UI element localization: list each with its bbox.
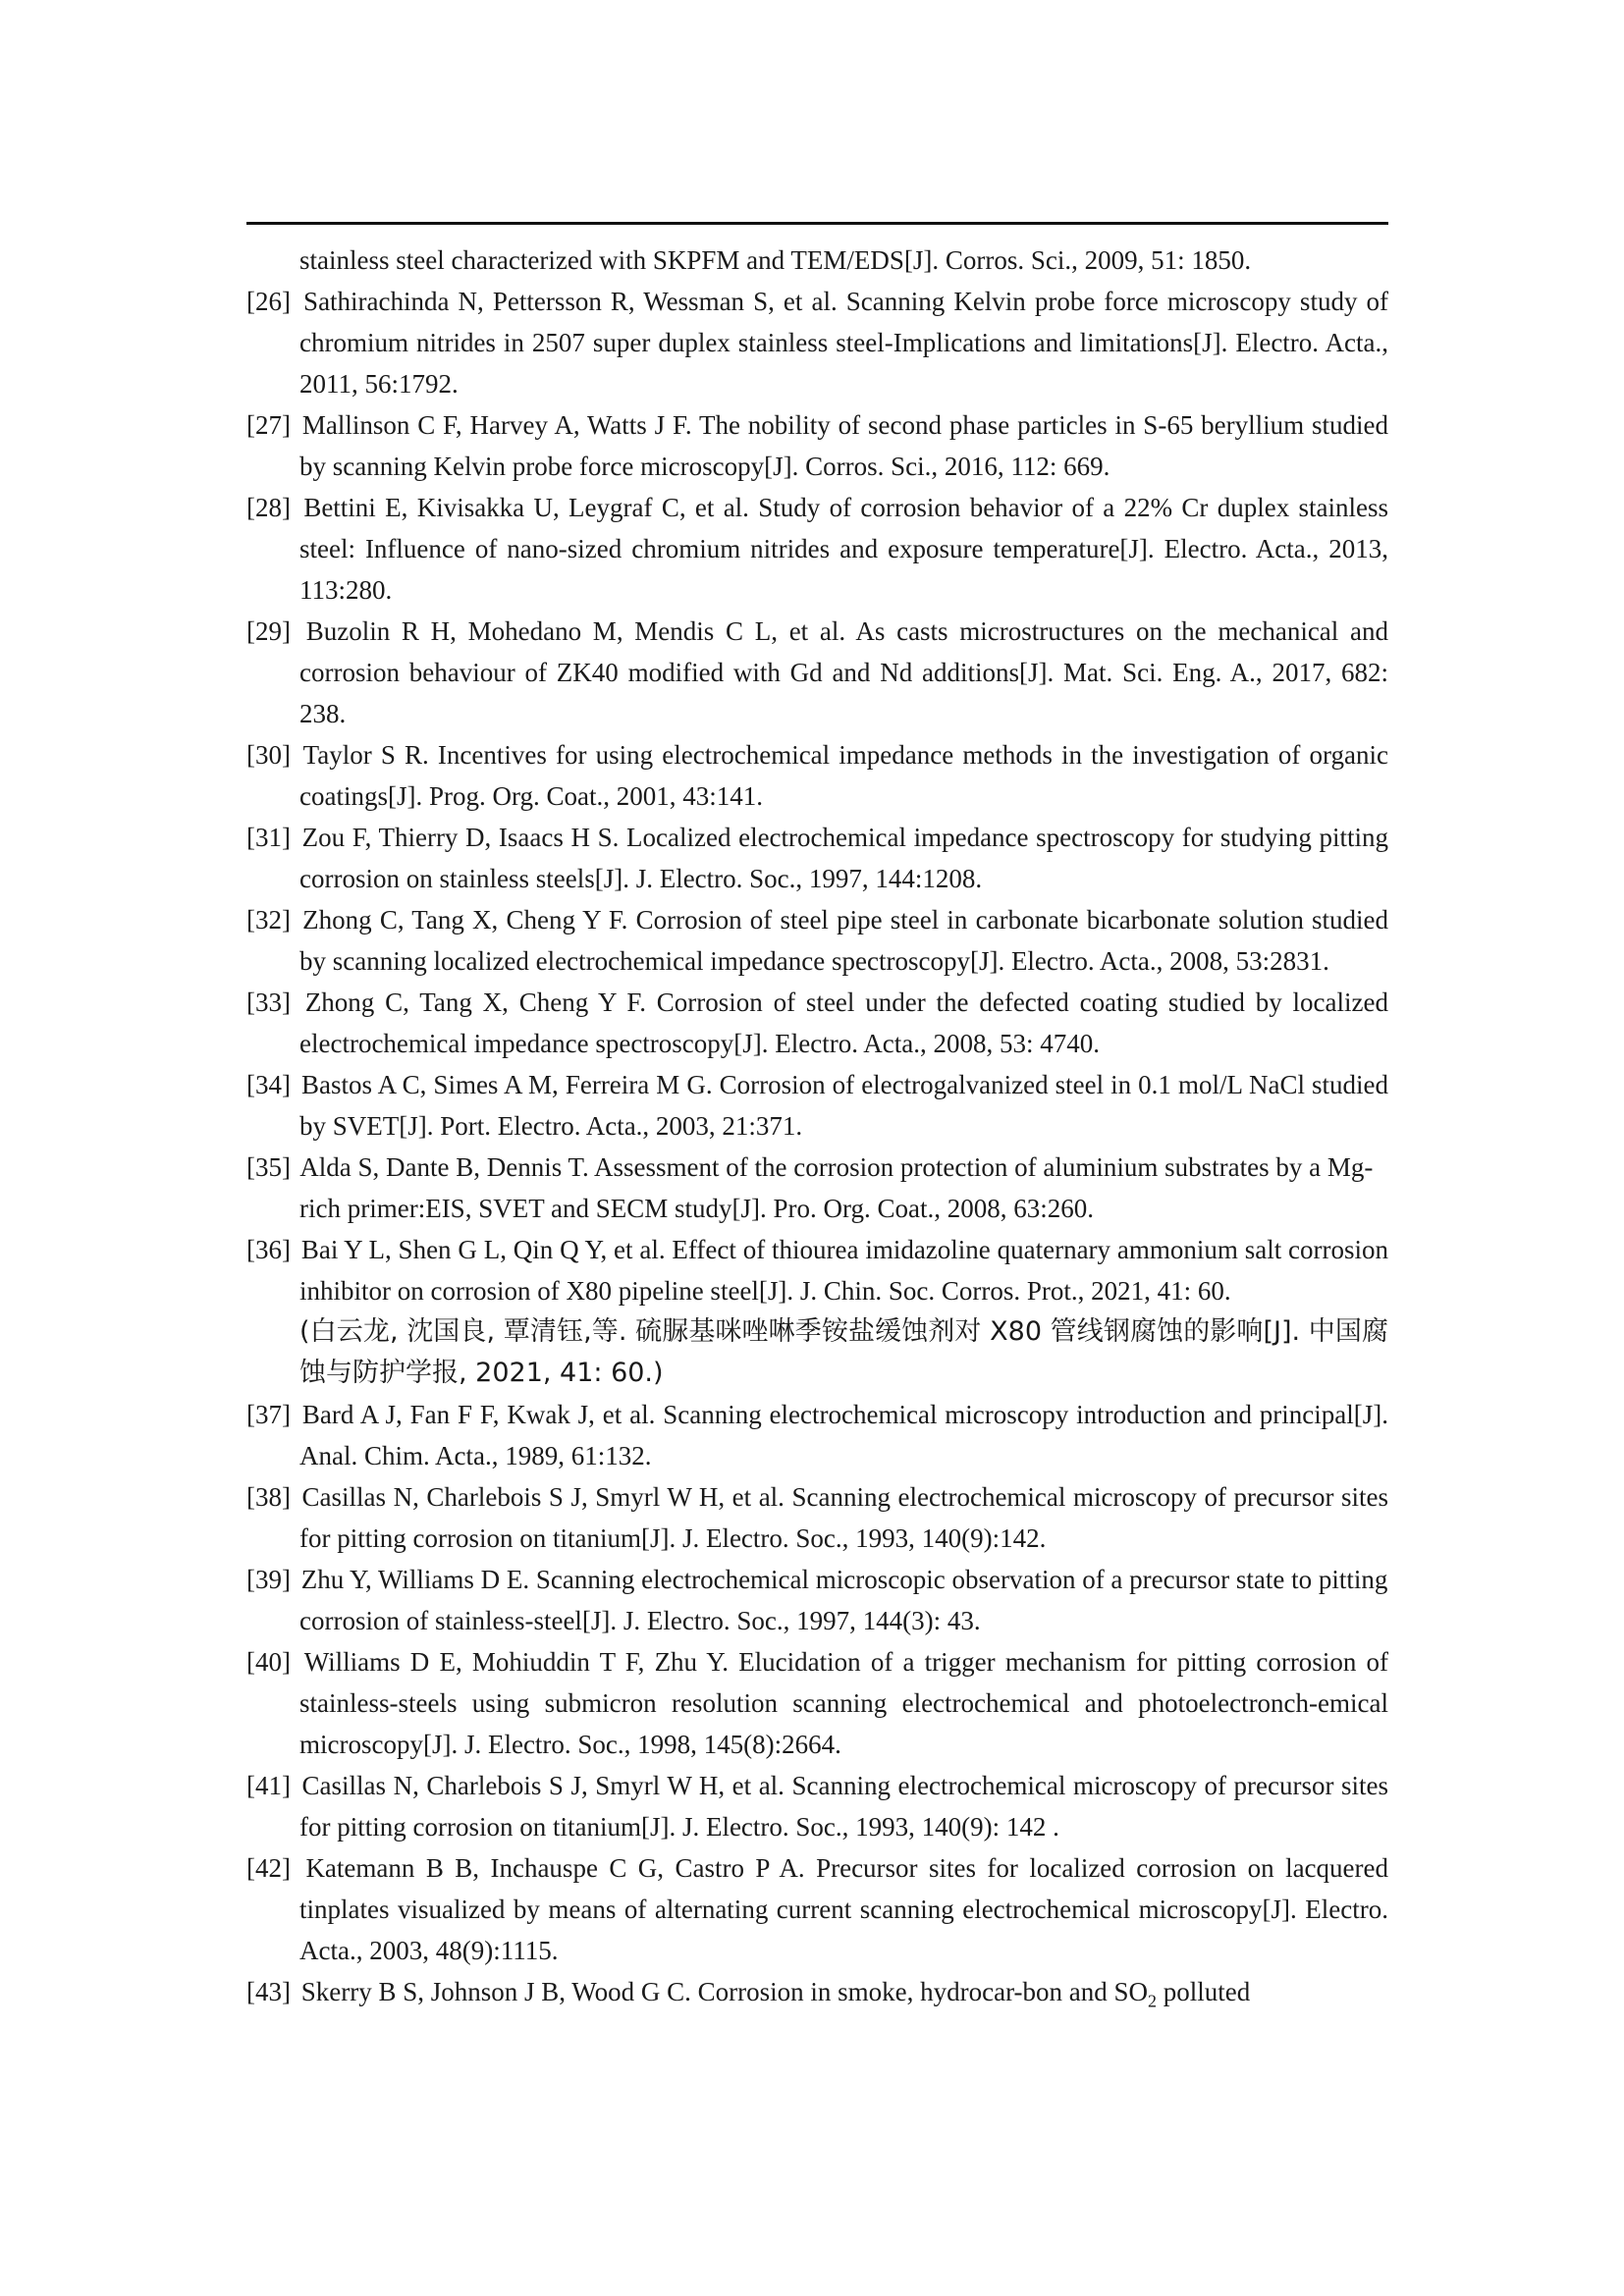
reference-text: Mallinson C F, Harvey A, Watts J F. The nobility of second phase particles in S-65 beryllium studied by scanning Kelvin probe force microscopy[J]. Corros. Sci., 2016, 112: 669.: [299, 410, 1388, 481]
reference-39: [246, 1559, 1388, 1641]
reference-text: Bard A J, Fan F F, Kwak J, et al. Scanning electrochemical microscopy introduction and principal[J]. Anal. Chim. Acta., 1989, 61:132.: [299, 1400, 1388, 1470]
reference-text: Katemann B B, Inchauspe C G, Castro P A. Precursor sites for localized corrosion on lacquered tinplates visualized by means of alternating current scanning electrochemical microscopy[J]. Electro. Acta., 2003, 48(9):1115.: [299, 1853, 1389, 1965]
reference-text: Casillas N, Charlebois S J, Smyrl W H, et al. Scanning electrochemical microscopy of precursor sites for pitting corrosion on titanium[J]. J. Electro. Soc., 1993, 140(9): 142 .: [299, 1771, 1388, 1842]
reference-36-chinese-translation: [246, 1311, 1388, 1394]
reference-text: Williams D E, Mohiuddin T F, Zhu Y. Elucidation of a trigger mechanism for pitting corrosion of stainless-steels using submicron resolution scanning electrochemical and photoelectronch-emical microscopy[J]. J. Electro. Soc., 1998, 145(8):2664.: [299, 1647, 1388, 1759]
reference-text: Buzolin R H, Mohedano M, Mendis C L, et al. As casts microstructures on the mechanical and corrosion behaviour of ZK40 modified with Gd and Nd additions[J]. Mat. Sci. Eng. A., 2017, 682: 238.: [299, 616, 1388, 728]
reference-number: [29]: [246, 616, 291, 646]
reference-42: [246, 1847, 1388, 1971]
reference-number: [30]: [246, 740, 291, 770]
reference-number: [35]: [246, 1152, 291, 1182]
reference-text: Bastos A C, Simes A M, Ferreira M G. Corrosion of electrogalvanized steel in 0.1 mol/L NaCl studied by SVET[J]. Port. Electro. Acta., 2003, 21:371.: [299, 1070, 1389, 1141]
reference-text: Zhong C, Tang X, Cheng Y F. Corrosion of steel pipe steel in carbonate bicarbonate solution studied by scanning localized electrochemical impedance spectroscopy[J]. Electro. Acta., 2008, 53:2831.: [299, 905, 1389, 976]
reference-number: [38]: [246, 1482, 291, 1512]
reference-text: Alda S, Dante B, Dennis T. Assessment of the corrosion protection of aluminium substrates by a Mg-rich primer:EIS, SVET and SECM study[J]. Pro. Org. Coat., 2008, 63:260.: [299, 1152, 1374, 1223]
reference-30: [246, 734, 1388, 817]
reference-number: [42]: [246, 1853, 291, 1883]
reference-number: [37]: [246, 1400, 291, 1429]
reference-text: Zhong C, Tang X, Cheng Y F. Corrosion of steel under the defected coating studied by localized electrochemical impedance spectroscopy[J]. Electro. Acta., 2008, 53: 4740.: [299, 988, 1388, 1058]
reference-33: [246, 982, 1388, 1064]
reference-40: [246, 1641, 1388, 1765]
reference-text: Zou F, Thierry D, Isaacs H S. Localized electrochemical impedance spectroscopy for studying pitting corrosion on stainless steels[J]. J. Electro. Soc., 1997, 144:1208.: [299, 823, 1388, 893]
reference-text: stainless steel characterized with SKPFM and TEM/EDS[J]. Corros. Sci., 2009, 51: 1850.: [299, 245, 1252, 275]
header-rule: [246, 222, 1388, 225]
reference-31: [246, 817, 1388, 899]
reference-text: Zhu Y, Williams D E. Scanning electrochemical microscopic observation of a precursor state to pitting corrosion of stainless-steel[J]. J. Electro. Soc., 1997, 144(3): 43.: [299, 1565, 1388, 1635]
reference-text: Skerry B S, Johnson J B, Wood G C. Corrosion in smoke, hydrocar-bon and SO: [300, 1977, 1149, 2006]
reference-list: [246, 240, 1388, 2012]
reference-text: Casillas N, Charlebois S J, Smyrl W H, et al. Scanning electrochemical microscopy of precursor sites for pitting corrosion on titanium[J]. J. Electro. Soc., 1993, 140(9):142.: [299, 1482, 1388, 1553]
reference-37: [246, 1394, 1388, 1476]
reference-text: Bai Y L, Shen G L, Qin Q Y, et al. Effect of thiourea imidazoline quaternary ammonium salt corrosion inhibitor on corrosion of X80 pipeline steel[J]. J. Chin. Soc. Corros. Prot., 2021, 41: 60.: [299, 1235, 1388, 1306]
reference-28: [246, 487, 1388, 611]
subscript: 2: [1148, 1991, 1158, 2011]
reference-number: [36]: [246, 1235, 291, 1264]
reference-36: [246, 1229, 1388, 1311]
reference-number: [26]: [246, 287, 291, 316]
reference-38: [246, 1476, 1388, 1559]
reference-34: [246, 1064, 1388, 1147]
reference-43: [246, 1971, 1388, 2012]
reference-number: [39]: [246, 1565, 291, 1594]
reference-number: [28]: [246, 493, 291, 522]
reference-26: [246, 281, 1388, 404]
reference-number: [40]: [246, 1647, 291, 1677]
reference-41: [246, 1765, 1388, 1847]
reference-number: [41]: [246, 1771, 291, 1800]
reference-32: [246, 899, 1388, 982]
reference-number: [34]: [246, 1070, 291, 1099]
reference-text: Taylor S R. Incentives for using electrochemical impedance methods in the investigation of organic coatings[J]. Prog. Org. Coat., 2001, 43:141.: [299, 740, 1388, 811]
reference-number: [43]: [246, 1977, 291, 2006]
reference-text: (白云龙, 沈国良, 覃清钰,等. 硫脲基咪唑啉季铵盐缓蚀剂对 X80 管线钢腐蚀的影响[J]. 中国腐蚀与防护学报, 2021, 41: 60.): [299, 1316, 1388, 1388]
reference-29: [246, 611, 1388, 734]
reference-text: Sathirachinda N, Pettersson R, Wessman S, et al. Scanning Kelvin probe force microscopy study of chromium nitrides in 2507 super duplex stainless steel-Implications and limitations[J]. Electro. Acta., 2011, 56:1792.: [299, 287, 1388, 399]
reference-number: [27]: [246, 410, 291, 440]
reference-number: [32]: [246, 905, 291, 934]
reference-text: polluted: [1157, 1977, 1251, 2006]
reference-continuation: [246, 240, 1388, 281]
reference-number: [33]: [246, 988, 291, 1017]
reference-number: [31]: [246, 823, 291, 852]
reference-35: [246, 1147, 1388, 1229]
reference-27: [246, 404, 1388, 487]
reference-text: Bettini E, Kivisakka U, Leygraf C, et al. Study of corrosion behavior of a 22% Cr duplex stainless steel: Influence of nano-sized chromium nitrides and exposure temperature[J]. Electro. Acta., 2013, 113:280.: [299, 493, 1389, 605]
